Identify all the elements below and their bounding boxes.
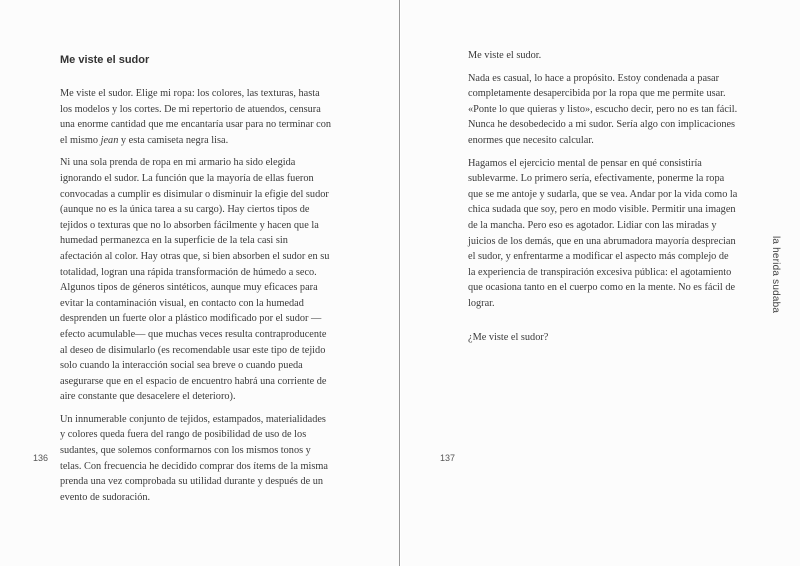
closing-line: ¿Me viste el sudor?: [468, 331, 549, 343]
paragraph: Nada es casual, lo hace a propósito. Estoy condenada a pasar completamente desapercibida por la ropa que me permite usar. «Ponte lo que quieras y listo», escucho decir, pero no es tan fácil. Nunca he desobedecido a mi sudor. Sería algo con implicaciones enormes que necesito calcular.: [468, 72, 738, 146]
page-number-right: 137: [440, 453, 456, 463]
paragraph: Un innumerable conjunto de tejidos, estampados, materialidades y colores queda fuera del rango de posibilidad de uso de los sudantes, que solemos conformarnos con los mismos tonos y telas. Con frecuencia he decidido comprar dos ítems de la misma prenda una vez comprobada su utilidad durante y después de un evento de sudoración.: [60, 413, 328, 503]
running-head: la herida sudaba: [770, 236, 781, 314]
book-gutter: [399, 0, 400, 566]
paragraph: Ni una sola prenda de ropa en mi armario ha sido elegida ignorando el sudor. La función que la mayoría de ellas fueron convocadas a cumplir es disimular o disminuir la efigie del sudor (aunque no es la única tarea a su cargo). Hay ciertos tipos de tejidos o texturas que no lo absorben fácilmente y hacen que la humedad permanezca en la superficie de la tela casi sin afectación al color. Hay otras que, si bien absorben el sudor en su totalidad, logran una rápida transformación de húmedo a seco. Algunos tipos de géneros sintéticos, aunque muy eficaces para evitar la contaminación visual, en contacto con la humedad desprenden un fuerte olor a plástico modificado por el sudor —efecto acumulable— que muchas veces resulta contraproducente al deseo de disimularlo (es recomendable usar este tipo de tejido solo cuando la interacción social sea breve o cuando pueda asegurarse que en el espacio de encuentro habrá una corriente de aire constante que desacelere el deterioro).: [60, 157, 330, 403]
right-page-body: [468, 48, 738, 352]
chapter-heading: Me viste el sudor: [60, 54, 150, 66]
paragraph: Me viste el sudor. Elige mi ropa: los colores, las texturas, hasta los modelos y los cortes. De mi repertorio de atuendos, censura una enorme cantidad que me encantaría usar para no terminar con el mismo jean y esta camiseta negra lisa.: [60, 88, 332, 146]
page-number-left: 136: [33, 453, 49, 463]
paragraph: Me viste el sudor.: [468, 50, 542, 61]
italic-word: jean: [100, 134, 119, 146]
left-page-body: [60, 86, 332, 512]
paragraph: Hagamos el ejercicio mental de pensar en qué consistiría sublevarme. Lo primero sería, efectivamente, ponerme la ropa que se me antoje y sudarla, que se vea. Andar por la vida como la chica sudada que soy, pero en modo visible. Permitir una imagen de la mancha. Pero eso es agotador. Lidiar con las miradas y juicios de los demás, que en una abrumadora mayoría desprecian el sudor, y enfrentarme a modificar el aspecto más complejo de la experiencia de transpiración excesiva pública: el agotamiento que ocasiona tanto en el cuerpo como en la mente. No es fácil de lograr.: [468, 157, 738, 309]
